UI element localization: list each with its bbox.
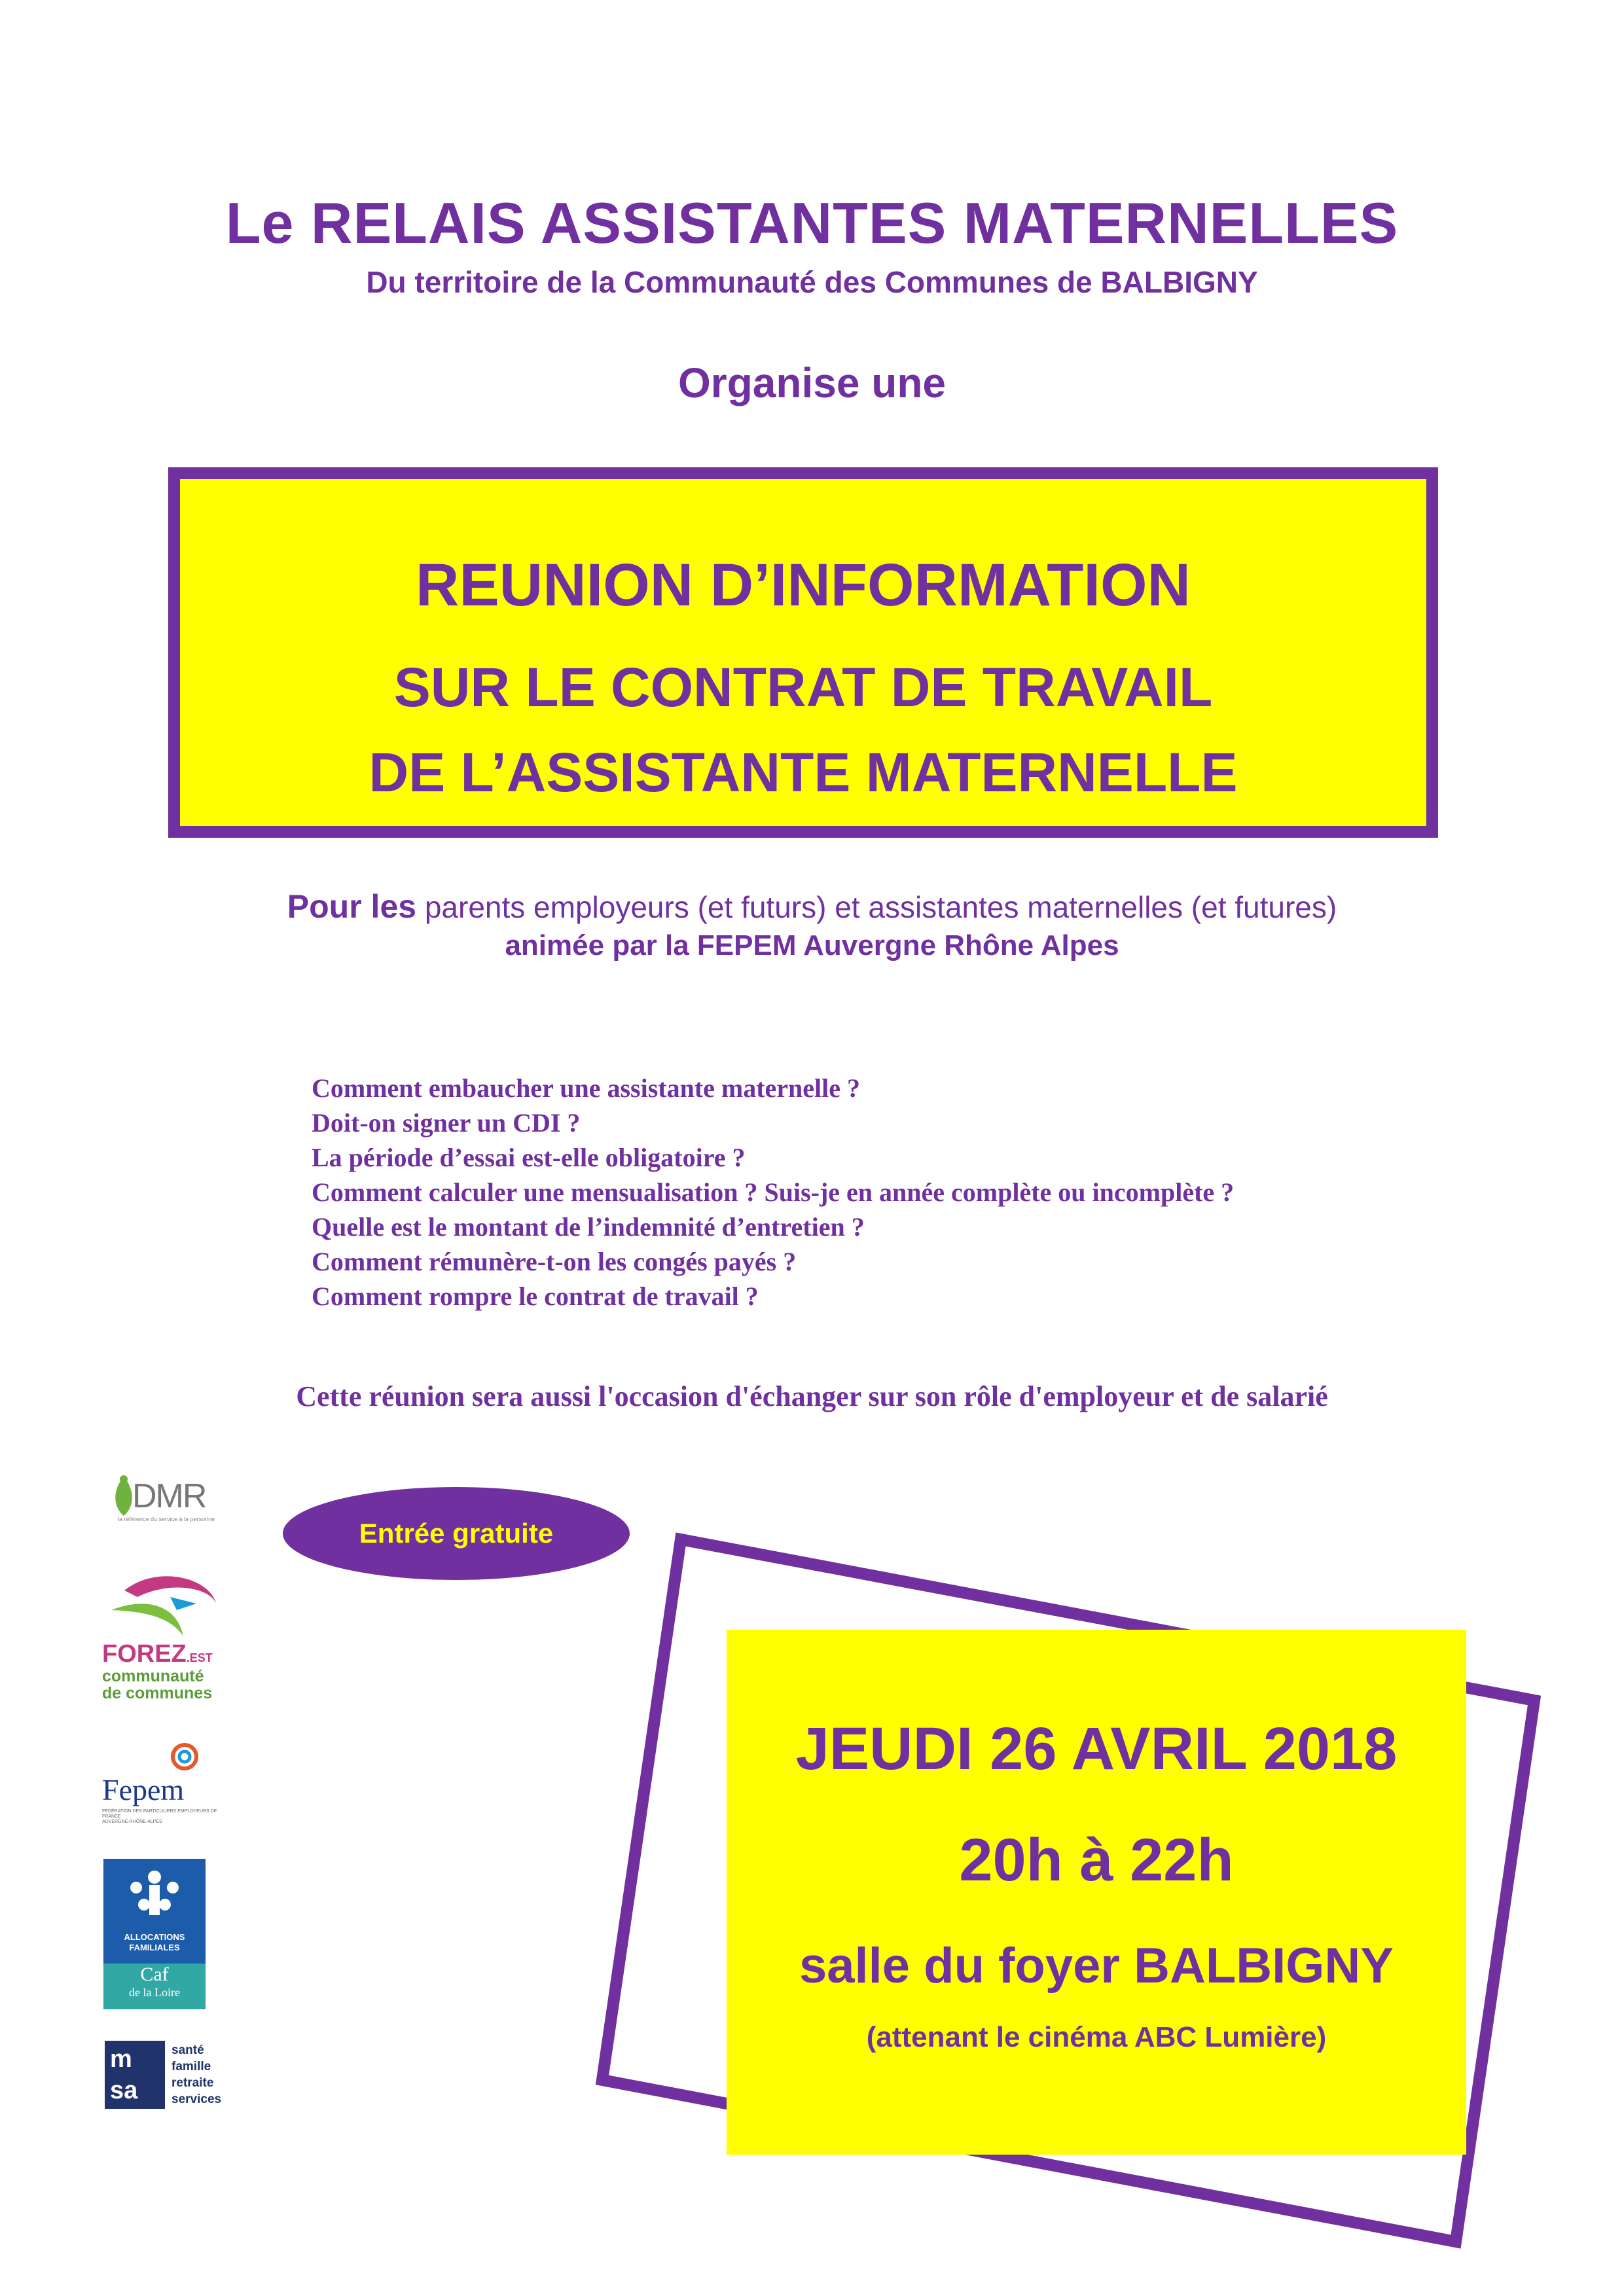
fepem-logo xyxy=(102,1741,220,1826)
msa-letters-top: m xyxy=(110,2045,132,2073)
admr-name: DMR xyxy=(132,1477,206,1515)
caf-family-icon xyxy=(103,1859,206,1931)
echange-text: Cette réunion sera aussi l'occasion d'échanger sur son rôle d'employeur et de salarié xyxy=(296,1380,1328,1412)
msa-square xyxy=(105,2041,165,2109)
question-item: La période d’essai est-elle obligatoire ? xyxy=(312,1143,746,1172)
question-item: Quelle est le montant de l’indemnité d’entretien ? xyxy=(312,1212,865,1242)
forez-subtitle: communauté de communes xyxy=(102,1667,213,1702)
question-item: Comment rémunère-t-on les congés payés ? xyxy=(312,1247,797,1276)
audience-rest: parents employeurs (et futurs) et assistantes maternelles (et futures) xyxy=(416,890,1337,924)
question-item: Comment embaucher une assistante maternelle ? xyxy=(312,1073,861,1103)
caf-bottom xyxy=(103,1964,206,2009)
event-note: (attenant le cinéma ABC Lumière) xyxy=(866,2021,1327,2053)
caf-logo xyxy=(103,1859,206,2009)
event-date: JEUDI 26 AVRIL 2018 xyxy=(795,1715,1398,1782)
forez-swoosh-icon xyxy=(98,1571,229,1643)
reunion-subject-line-2: DE L’ASSISTANTE MATERNELLE xyxy=(369,742,1238,803)
caf-region: de la Loire xyxy=(129,1986,180,1999)
msa-logo xyxy=(105,2041,249,2113)
forez-est-logo xyxy=(98,1571,236,1715)
event-time: 20h à 22h xyxy=(959,1827,1234,1893)
question-item: Doit-on signer un CDI ? xyxy=(312,1108,581,1138)
reunion-subject-line-1: SUR LE CONTRAT DE TRAVAIL xyxy=(393,656,1213,718)
fepem-name: Fepem xyxy=(102,1773,185,1806)
admr-logo xyxy=(109,1473,233,1525)
page-title: Le RELAIS ASSISTANTES MATERNELLES xyxy=(225,190,1399,255)
animated-by-text: animée par la FEPEM Auvergne Rhône Alpes xyxy=(505,929,1119,961)
page-subtitle: Du territoire de la Communauté des Communes de BALBIGNY xyxy=(366,265,1258,299)
organise-text: Organise une xyxy=(678,359,946,406)
caf-allocations-text: ALLOCATIONS FAMILIALES xyxy=(124,1932,185,1952)
fepem-tagline: FÉDÉRATION DES PARTICULIERS EMPLOYEURS DE FRANCE AUVERGNE-RHÔNE-ALPES xyxy=(102,1809,217,1824)
question-item: Comment rompre le contrat de travail ? xyxy=(312,1282,759,1311)
msa-letters-bottom: sa xyxy=(110,2077,138,2104)
reunion-title: REUNION D’INFORMATION xyxy=(415,552,1191,619)
caf-name: Caf xyxy=(140,1964,169,1985)
entree-gratuite-badge: Entrée gratuite xyxy=(283,1487,630,1580)
audience-lead: Pour les xyxy=(287,888,417,925)
msa-words: santé famille retraite services xyxy=(171,2043,222,2106)
forez-name: FOREZ.EST xyxy=(102,1640,213,1668)
event-box xyxy=(727,1630,1466,2155)
admr-tagline: la référence du service à la personne xyxy=(118,1516,215,1522)
question-item: Comment calculer une mensualisation ? Suis-je en année complète ou incomplète ? xyxy=(312,1177,1235,1207)
fepem-swirl-icon xyxy=(165,1741,204,1774)
event-place: salle du foyer BALBIGNY xyxy=(799,1938,1394,1994)
